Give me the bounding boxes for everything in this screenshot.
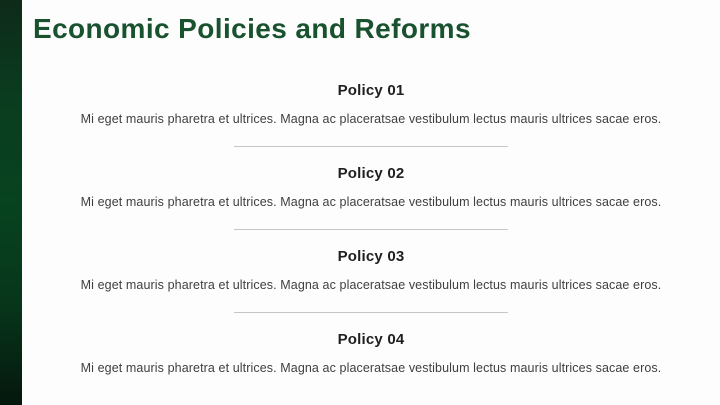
left-accent-band xyxy=(0,0,22,405)
policy-body-text: Mi eget mauris pharetra et ultrices. Magna ac placeratsae vestibulum lectus mauris ultrices sacae eros. xyxy=(80,112,662,126)
policy-section-4 xyxy=(22,331,720,376)
policy-section-1 xyxy=(22,82,720,147)
policy-heading: Policy 02 xyxy=(337,165,405,182)
policy-heading: Policy 04 xyxy=(337,331,405,348)
policy-section-2 xyxy=(22,165,720,230)
policy-heading: Policy 01 xyxy=(337,82,405,99)
policy-body-text: Mi eget mauris pharetra et ultrices. Magna ac placeratsae vestibulum lectus mauris ultrices sacae eros. xyxy=(80,361,662,375)
policy-list xyxy=(22,82,720,395)
slide-title: Economic Policies and Reforms xyxy=(33,13,471,44)
policy-body-text: Mi eget mauris pharetra et ultrices. Magna ac placeratsae vestibulum lectus mauris ultrices sacae eros. xyxy=(80,195,662,209)
section-divider xyxy=(234,146,508,147)
section-divider xyxy=(234,229,508,230)
section-divider xyxy=(234,312,508,313)
policy-body-text: Mi eget mauris pharetra et ultrices. Magna ac placeratsae vestibulum lectus mauris ultrices sacae eros. xyxy=(80,278,662,292)
policy-section-3 xyxy=(22,248,720,313)
policy-heading: Policy 03 xyxy=(337,248,405,265)
